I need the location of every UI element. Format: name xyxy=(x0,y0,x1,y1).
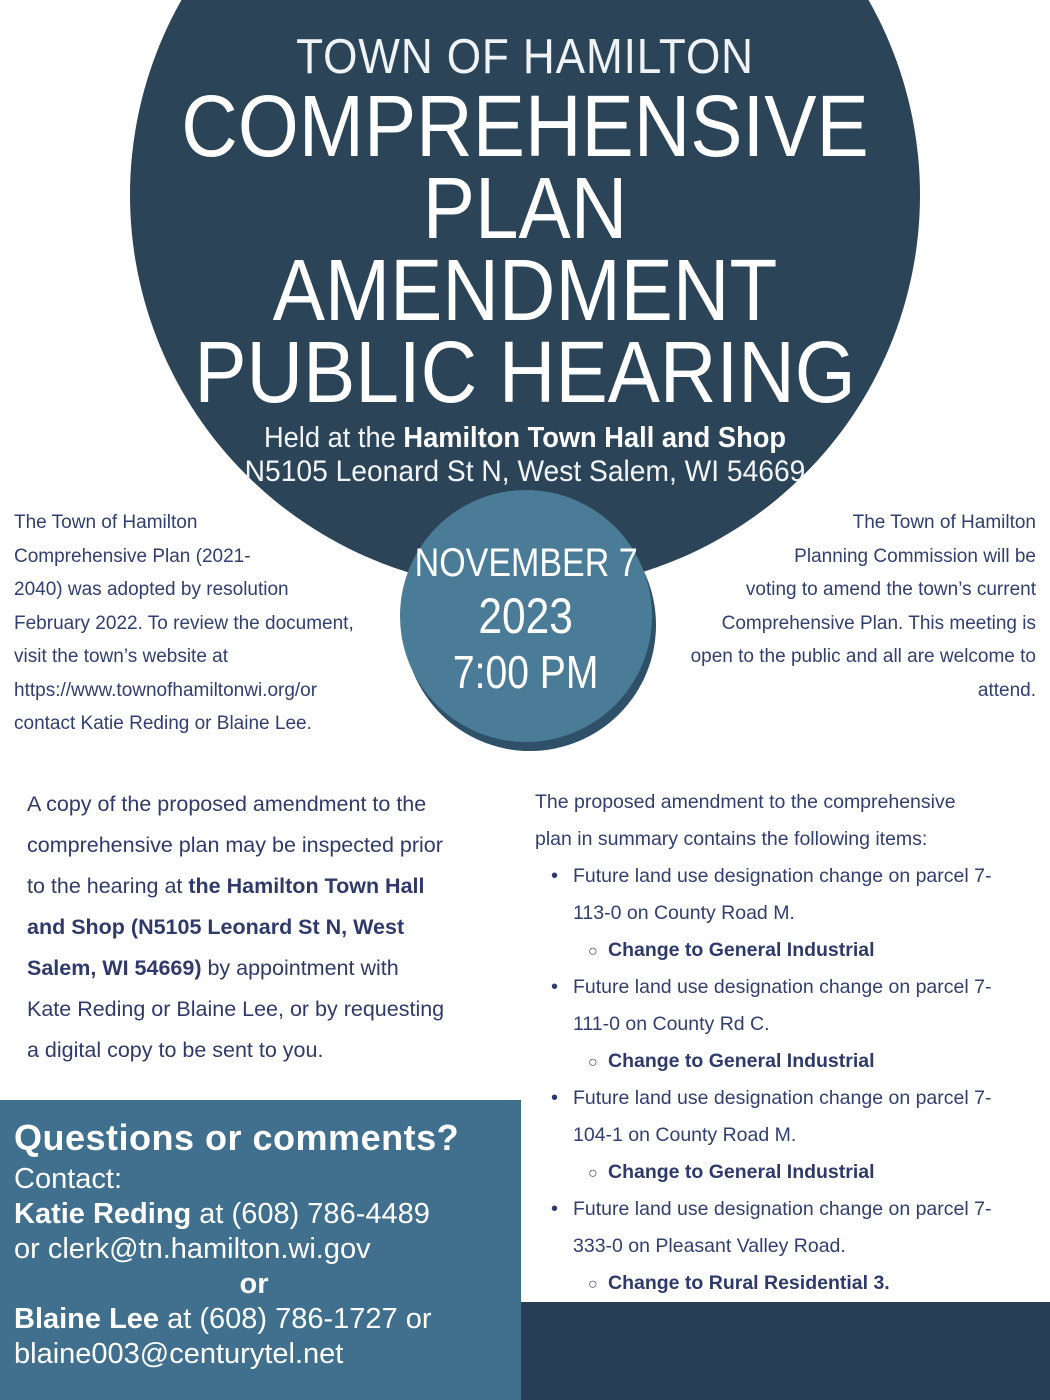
list-item xyxy=(535,1080,1005,1191)
item-text: Future land use designation change on parcel 7-111-0 on County Rd C. xyxy=(573,976,992,1035)
contact-name: Katie Reding xyxy=(14,1198,192,1230)
item-text: Future land use designation change on parcel 7-104-1 on County Road M. xyxy=(573,1087,992,1146)
contact-katie: Katie Reding at (608) 786-4489 xyxy=(14,1198,430,1230)
bullet-ring-icon: ○ xyxy=(588,943,598,960)
item-change: ○ Change to General Industrial xyxy=(573,932,1005,969)
inspection-line: A copy of the proposed amendment to the xyxy=(27,792,427,816)
contact-blaine: Blaine Lee at (608) 786-1727 or xyxy=(14,1303,432,1335)
contact-label: Contact: xyxy=(14,1163,122,1195)
item-change: ○ Change to General Industrial xyxy=(573,1154,1005,1191)
inspection-line: a digital copy to be sent to you. xyxy=(27,1038,324,1062)
inspection-line: comprehensive plan may be inspected prior xyxy=(27,833,443,857)
inspection-paragraph xyxy=(27,784,547,1071)
list-item xyxy=(535,1191,1005,1302)
date-month-day: NOVEMBER 7 xyxy=(414,541,638,585)
title-line-4: PUBLIC HEARING xyxy=(194,324,856,421)
list-item xyxy=(535,858,1005,969)
contact-email-blaine: blaine003@centurytel.net xyxy=(14,1338,344,1370)
bullet-ring-icon: ○ xyxy=(588,1276,598,1293)
bullet-dot-icon: • xyxy=(551,976,559,998)
venue-address: N5105 Leonard St N, West Salem, WI 54669 xyxy=(244,455,806,488)
summary-intro: The proposed amendment to the comprehensive plan in summary contains the following items: xyxy=(535,791,956,850)
amendment-summary xyxy=(535,784,1005,1302)
venue-name: Hamilton Town Hall and Shop xyxy=(403,422,787,454)
intro-right-line: Comprehensive Plan. This meeting is xyxy=(721,612,1036,634)
item-text: Future land use designation change on parcel 7-113-0 on County Road M. xyxy=(573,865,992,924)
bullet-dot-icon: • xyxy=(551,1087,559,1109)
date-time: 7:00 PM xyxy=(453,646,599,698)
bullet-dot-icon: • xyxy=(551,1198,559,1220)
website-url: https://www.townofhamiltonwi.org/or xyxy=(14,679,318,701)
list-item xyxy=(535,969,1005,1080)
intro-right-line: voting to amend the town’s current xyxy=(745,579,1036,600)
contact-heading: Questions or comments? xyxy=(14,1117,460,1158)
venue-prefix: Held at the xyxy=(263,422,404,454)
title-line-1: COMPREHENSIVE xyxy=(181,78,869,175)
intro-right-line: Planning Commission will be xyxy=(794,545,1036,567)
item-change: ○ Change to General Industrial xyxy=(573,1043,1005,1080)
intro-right-line: The Town of Hamilton xyxy=(852,512,1036,533)
page-title xyxy=(130,78,920,421)
hero-eyebrow: TOWN OF HAMILTON xyxy=(296,30,754,84)
bullet-ring-icon: ○ xyxy=(588,1165,598,1182)
intro-right-line: attend. xyxy=(977,679,1036,701)
bullet-ring-icon: ○ xyxy=(588,1054,598,1071)
intro-left-paragraph xyxy=(14,506,434,741)
item-text: Future land use designation change on parcel 7-333-0 on Pleasant Valley Road. xyxy=(573,1198,992,1257)
inspection-line: to the hearing at the Hamilton Town Hall xyxy=(27,874,425,898)
intro-left-line: contact Katie Reding or Blaine Lee. xyxy=(14,713,312,734)
venue-line xyxy=(154,422,897,455)
item-change: ○ Change to Rural Residential 3. xyxy=(573,1265,1005,1302)
inspection-line: Salem, WI 54669) by appointment with xyxy=(27,956,399,980)
inspection-line: and Shop (N5105 Leonard St N, West xyxy=(27,915,405,939)
intro-right-paragraph xyxy=(606,506,1036,707)
intro-right-line: open to the public and all are welcome to xyxy=(690,646,1036,667)
contact-email-clerk: or clerk@tn.hamilton.wi.gov xyxy=(14,1233,371,1265)
intro-left-line: The Town of Hamilton xyxy=(14,512,198,533)
intro-left-line: 2040) was adopted by resolution xyxy=(14,579,289,600)
contact-name: Blaine Lee xyxy=(14,1303,160,1335)
contact-panel xyxy=(0,1100,521,1400)
title-line-2: PLAN xyxy=(422,160,628,257)
corner-accent-rectangle xyxy=(521,1302,1050,1400)
intro-left-line: visit the town’s website at xyxy=(14,646,229,667)
intro-left-line: Comprehensive Plan (2021- xyxy=(14,545,251,567)
bullet-dot-icon: • xyxy=(551,865,559,887)
intro-left-line: February 2022. To review the document, xyxy=(14,612,354,634)
date-year: 2023 xyxy=(478,588,574,644)
title-line-3: AMENDMENT xyxy=(272,242,778,339)
contact-or: or xyxy=(239,1268,269,1300)
summary-list xyxy=(535,858,1005,1302)
inspection-line: Kate Reding or Blaine Lee, or by requesting xyxy=(27,997,445,1021)
hero-content xyxy=(130,0,920,488)
